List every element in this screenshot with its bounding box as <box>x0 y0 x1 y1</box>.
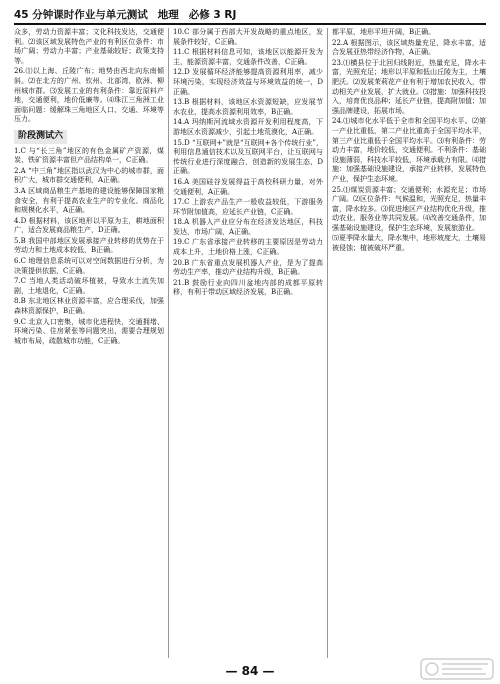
subject-label: 地理 <box>157 9 179 21</box>
answer-paragraph: 3.A 区域商品粮生产基地的建设能够保障国家粮食安全，有利于提高农业生产的专业化、商品化和规模化水平，A正确。 <box>14 186 164 215</box>
answer-paragraph: 19.C 广东省承接产业转移的主要原因是劳动力成本上升，土地价格上涨，C正确。 <box>173 238 323 257</box>
answer-paragraph: 11.C 根据材料信息可知，该地区以能源开发为主，能源资源丰富，交通条件改善，C正确。 <box>173 48 323 66</box>
page-header <box>14 4 486 22</box>
answer-paragraph: 25.⑴煤炭资源丰富；交通便利；水源充足；市场广阔。⑵区位条件：气候温和，光照充足，热量丰富，降水较多。⑶促进地区产业结构优化升级，推动农业、服务业等共同发展。⑷改善交通条件，加强基础设施建设，保护生态环境，发展旅游业。 <box>332 185 486 232</box>
answer-paragraph: 12.D 发展循环经济能够提高资源利用率，减少环境污染，实现经济效益与环境效益的统一，D正确。 <box>173 68 323 96</box>
answer-paragraph: 7.C 当地人类活动破坏植被，导致水土流失加剧，土地退化，C正确。 <box>14 277 164 295</box>
answer-paragraph: 21.B 鼓励行业向四川盆地内部的成都平原转移，有利于带动区域经济发展，B正确。 <box>173 278 323 297</box>
section-heading: 阶段测试六 <box>14 130 67 144</box>
answer-paragraph: 23.⑴横县位于北回归线附近，热量充足，降水丰富，光照充足；地形以平原和低山丘陵为主，土壤肥沃。⑵发展茉莉花产业有利于增加农民收入，带动相关产业发展，扩大就业。⑶措施：加强科技投入，培育优良品种；延长产业链，提高附加值；加强品牌建设，拓展市场。 <box>332 58 486 115</box>
volume-label: 必修 3 RJ <box>188 9 237 21</box>
answer-column-1 <box>14 28 164 658</box>
column-divider <box>327 28 328 658</box>
answer-paragraph: 9.C 北京人口密集，城市化进程快，交通拥堵、环境污染、住房紧张等问题突出，需要合理规划城市布局，疏散城市功能，C正确。 <box>14 317 164 345</box>
answer-paragraph: 8.B 东北地区林业资源丰富，应合理采伐，加强森林资源保护，B正确。 <box>14 297 164 316</box>
answer-paragraph: 18.A 机器人产业应分布在经济发达地区，科技发达，市场广阔，A正确。 <box>173 218 323 236</box>
answer-paragraph: 众多，劳动力资源丰富；文化科技发达，交通便利。⑵该区域发展特色产业的有利区位条件：市场广阔；劳动力丰富；产业基础较好；政策支持等。 <box>14 28 164 65</box>
answer-paragraph: 2.A “中三角”地区指以武汉为中心的城市群，面积广大，城市群交通便利，A正确。 <box>14 166 164 185</box>
answer-paragraph: 14.A 玛纳斯河流域水资源开发利用程度高，下游地区水资源减少，引起土地荒漠化，A正确。 <box>173 118 323 136</box>
answer-paragraph: 22.A 根据图示，该区域热量充足，降水丰富，适合发展亚热带经济作物，A正确。 <box>332 38 486 57</box>
watermark-logo-icon <box>420 658 494 680</box>
answer-paragraph: 6.C 地理信息系统可以对空间数据进行分析，为决策提供依据，C正确。 <box>14 257 164 275</box>
answer-paragraph: 16.A 美国硅谷发展得益于高校科研力量，对外交通便利，A正确。 <box>173 177 323 196</box>
answer-paragraph: ⑸夏季降水量大，降水集中，地形坡度大，土壤易被侵蚀；植被破坏严重。 <box>332 234 486 253</box>
column-divider <box>168 28 169 658</box>
answer-paragraph: 13.B 根据材料，该地区水资源短缺，应发展节水农业，提高水资源利用效率，B正确。 <box>173 98 323 116</box>
answer-paragraph: 1.C 与“长三角”地区的有色金属矿产资源，煤炭、铁矿资源丰富但产品结构单一，C正确。 <box>14 146 164 165</box>
answer-column-2 <box>173 28 323 658</box>
answer-paragraph: 5.B 我国中部地区发展承接产业转移的优势在于劳动力和土地成本较低，B正确。 <box>14 236 164 255</box>
answer-paragraph: 4.D 根据材料，该区地形以平原为主，耕地面积广，适合发展商品粮生产，D正确。 <box>14 216 164 235</box>
answer-paragraph: 都平原，地形平坦开阔，B正确。 <box>332 28 436 36</box>
answer-paragraph: 24.⑴城市化水平低于全市和全国平均水平。⑵第一产业比重低，第二产业比重高于全国平均水平，第三产业比重低于全国平均水平。⑶有利条件：劳动力丰富，地价较低，交通便利。不利条件：基础设施薄弱，科技水平较低，环境承载力有限。⑷措施：加强基础设施建设，承接产业转移，发展特色产业，保护生态环境。 <box>332 117 486 183</box>
answer-column-3 <box>332 28 486 658</box>
answer-paragraph: 20.B 广东省重点发展机器人产业，是为了提高劳动生产率，推动产业结构升级，B正确。 <box>173 258 323 277</box>
answer-paragraph: 10.C 部分属于西部大开发战略的重点地区，发展条件较好，C正确。 <box>173 28 323 46</box>
answer-paragraph: 15.D “互联网+”就是“互联网+各个传统行业”，利用信息通信技术以及互联网平台，让互联网与传统行业进行深度融合，创造新的发展生态，D正确。 <box>173 138 323 176</box>
answer-paragraph: 26.⑴以上海、丘陵广布；地势由西北向东南倾斜。⑵在北方的广州、钦州、北部湾、欧洲、柳州城市群。⑶发展工业的有利条件：靠近原料产地，交通便利，地价低廉等。⑷珠江三角洲工业面临问题：缓解珠三角地区人口、交通、环境等压力。 <box>14 67 164 124</box>
header-rule <box>14 23 486 25</box>
series-title: 45 分钟课时作业与单元测试 <box>14 9 148 21</box>
page-number: — 84 — <box>225 664 275 678</box>
answer-paragraph: 17.C 上游农产品生产一般收益较低，下游服务环节附加值高，应延长产业链，C正确。 <box>173 198 323 216</box>
